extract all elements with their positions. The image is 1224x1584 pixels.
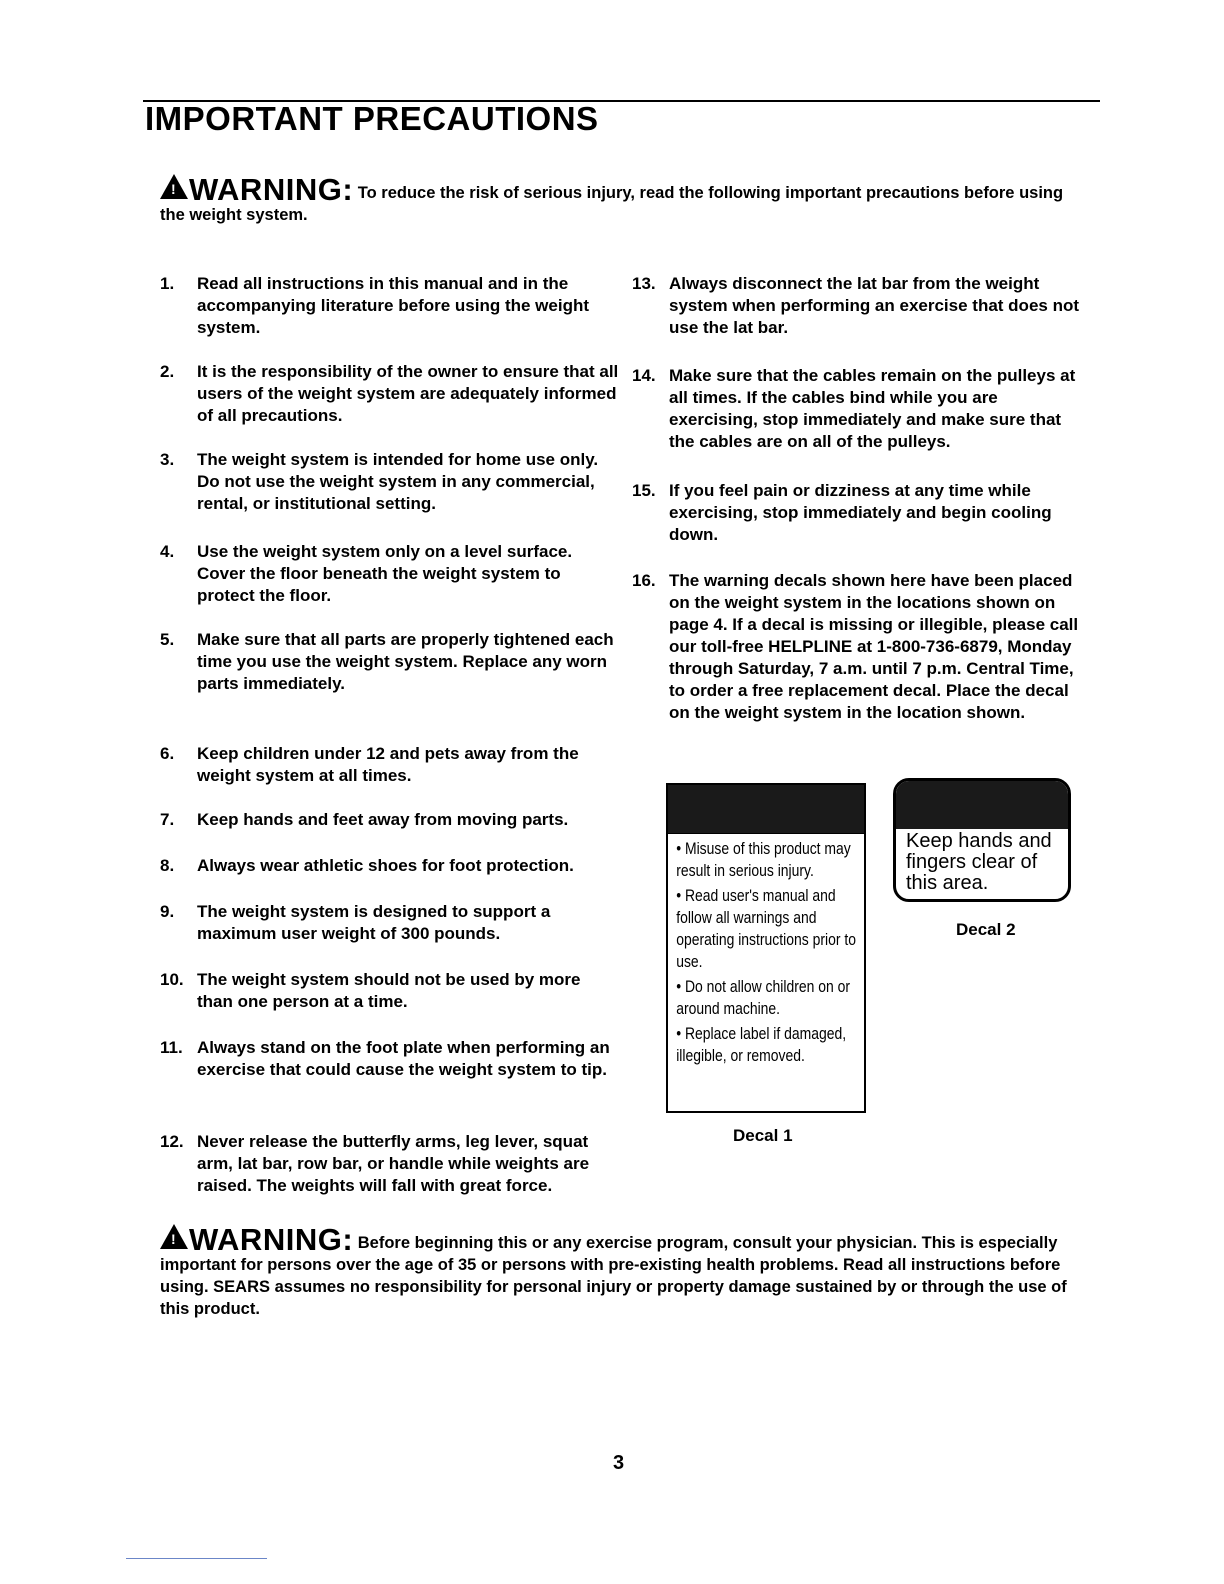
item-text: Always stand on the foot plate when performing an exercise that could cause the weight system to tip. (197, 1038, 610, 1079)
list-item (160, 1131, 620, 1197)
item-number: 12. (160, 1132, 184, 1151)
list-item (160, 809, 620, 855)
warning-triangle-icon (160, 1224, 188, 1249)
item-number: 15. (632, 481, 656, 500)
decal-1-line: • Replace label if damaged, illegible, or removed. (676, 1024, 847, 1065)
item-text: Make sure that the cables remain on the pulleys at all times. If the cables bind while you are exercising, stop immediately and make sure that the cables are on all of the pulleys. (669, 366, 1076, 451)
list-item (160, 449, 620, 541)
list-item (160, 901, 620, 969)
decal-1-line: • Misuse of this product may result in serious injury. (676, 839, 851, 880)
item-number: 3. (160, 450, 175, 469)
warning-heading: WARNING: (189, 172, 354, 207)
list-item (160, 1037, 620, 1131)
decal-1-line: • Do not allow children on or around machine. (676, 977, 851, 1018)
item-number: 2. (160, 362, 175, 381)
precautions-left-column (160, 273, 620, 1197)
item-text: Use the weight system only on a level surface. Cover the floor beneath the weight system to protect the floor. (197, 542, 573, 605)
decal-1-text (668, 834, 863, 1067)
list-item (632, 480, 1082, 570)
item-text: Keep hands and feet away from moving parts. (197, 810, 569, 829)
item-text: It is the responsibility of the owner to ensure that all users of the weight system are adequately informed of all precautions. (197, 362, 619, 425)
list-item (160, 273, 620, 361)
list-item (160, 969, 620, 1037)
item-number: 6. (160, 744, 175, 763)
list-item (160, 629, 620, 743)
item-number: 1. (160, 274, 175, 293)
warning-top (160, 174, 1080, 226)
decal-1-caption: Decal 1 (733, 1126, 793, 1145)
list-item (160, 541, 620, 629)
decal-2 (893, 778, 1071, 902)
item-text: The weight system is intended for home use only. Do not use the weight system in any commercial, rental, or institutional setting. (197, 450, 599, 513)
decal-2-caption: Decal 2 (956, 920, 1016, 939)
list-item (632, 273, 1082, 365)
warning-heading: WARNING: (189, 1222, 354, 1257)
item-number: 4. (160, 542, 175, 561)
item-text: Always wear athletic shoes for foot protection. (197, 856, 574, 875)
warning-bottom (160, 1224, 1080, 1320)
item-text: Keep children under 12 and pets away from the weight system at all times. (197, 744, 579, 785)
list-item (632, 365, 1082, 480)
item-number: 7. (160, 810, 175, 829)
decal-1-line: • Read user's manual and follow all warnings and operating instructions prior to use. (676, 886, 856, 971)
item-number: 11. (160, 1038, 183, 1057)
page-number: 3 (613, 1452, 625, 1474)
item-number: 16. (632, 571, 656, 590)
item-number: 14. (632, 366, 656, 385)
precautions-right-column (632, 273, 1082, 724)
item-number: 8. (160, 856, 175, 875)
decal-1-header-band (668, 785, 864, 834)
item-text: The weight system should not be used by more than one person at a time. (197, 970, 581, 1011)
list-item (160, 361, 620, 449)
warning-text: Before beginning this or any exercise program, consult your physician. This is especially important for persons over the age of 35 or persons with pre-existing health problems. Read all instructions before using. SEARS assumes no responsibility for personal injury or property damage sustained by or through the use of this product. (160, 1234, 1067, 1318)
item-text: The warning decals shown here have been placed on the weight system in the locations shown on page 4. If a decal is missing or illegible, please call our toll-free HELPLINE at 1-800-736-6879, Monday through Saturday, 7 a.m. until 7 p.m. Central Time, to order a free replacement decal. Place the decal on the weight system in the location shown. (669, 571, 1079, 722)
decal-2-header-band (896, 781, 1068, 829)
item-number: 13. (632, 274, 656, 293)
decal-2-text: Keep hands and fingers clear of this area. (906, 830, 1052, 894)
item-number: 10. (160, 970, 184, 989)
list-item (160, 855, 620, 901)
list-item (160, 743, 620, 809)
item-text: Read all instructions in this manual and in the accompanying literature before using the weight system. (197, 274, 590, 337)
item-text: The weight system is designed to support a maximum user weight of 300 pounds. (197, 902, 551, 943)
list-item (632, 570, 1082, 724)
item-text: Always disconnect the lat bar from the weight system when performing an exercise that does not use the lat bar. (669, 274, 1080, 337)
warning-triangle-icon (160, 174, 188, 199)
footer-line (126, 1558, 267, 1559)
decal-1 (666, 783, 866, 1113)
warning-text: To reduce the risk of serious injury, read the following important precautions before using the weight system. (160, 184, 1064, 224)
item-number: 9. (160, 902, 175, 921)
item-text: Never release the butterfly arms, leg lever, squat arm, lat bar, row bar, or handle while weights are raised. The weights will fall with great force. (197, 1132, 590, 1195)
item-number: 5. (160, 630, 175, 649)
page-title: IMPORTANT PRECAUTIONS (145, 100, 599, 137)
item-text: If you feel pain or dizziness at any time while exercising, stop immediately and begin cooling down. (669, 481, 1052, 544)
item-text: Make sure that all parts are properly tightened each time you use the weight system. Replace any worn parts immediately. (197, 630, 614, 693)
